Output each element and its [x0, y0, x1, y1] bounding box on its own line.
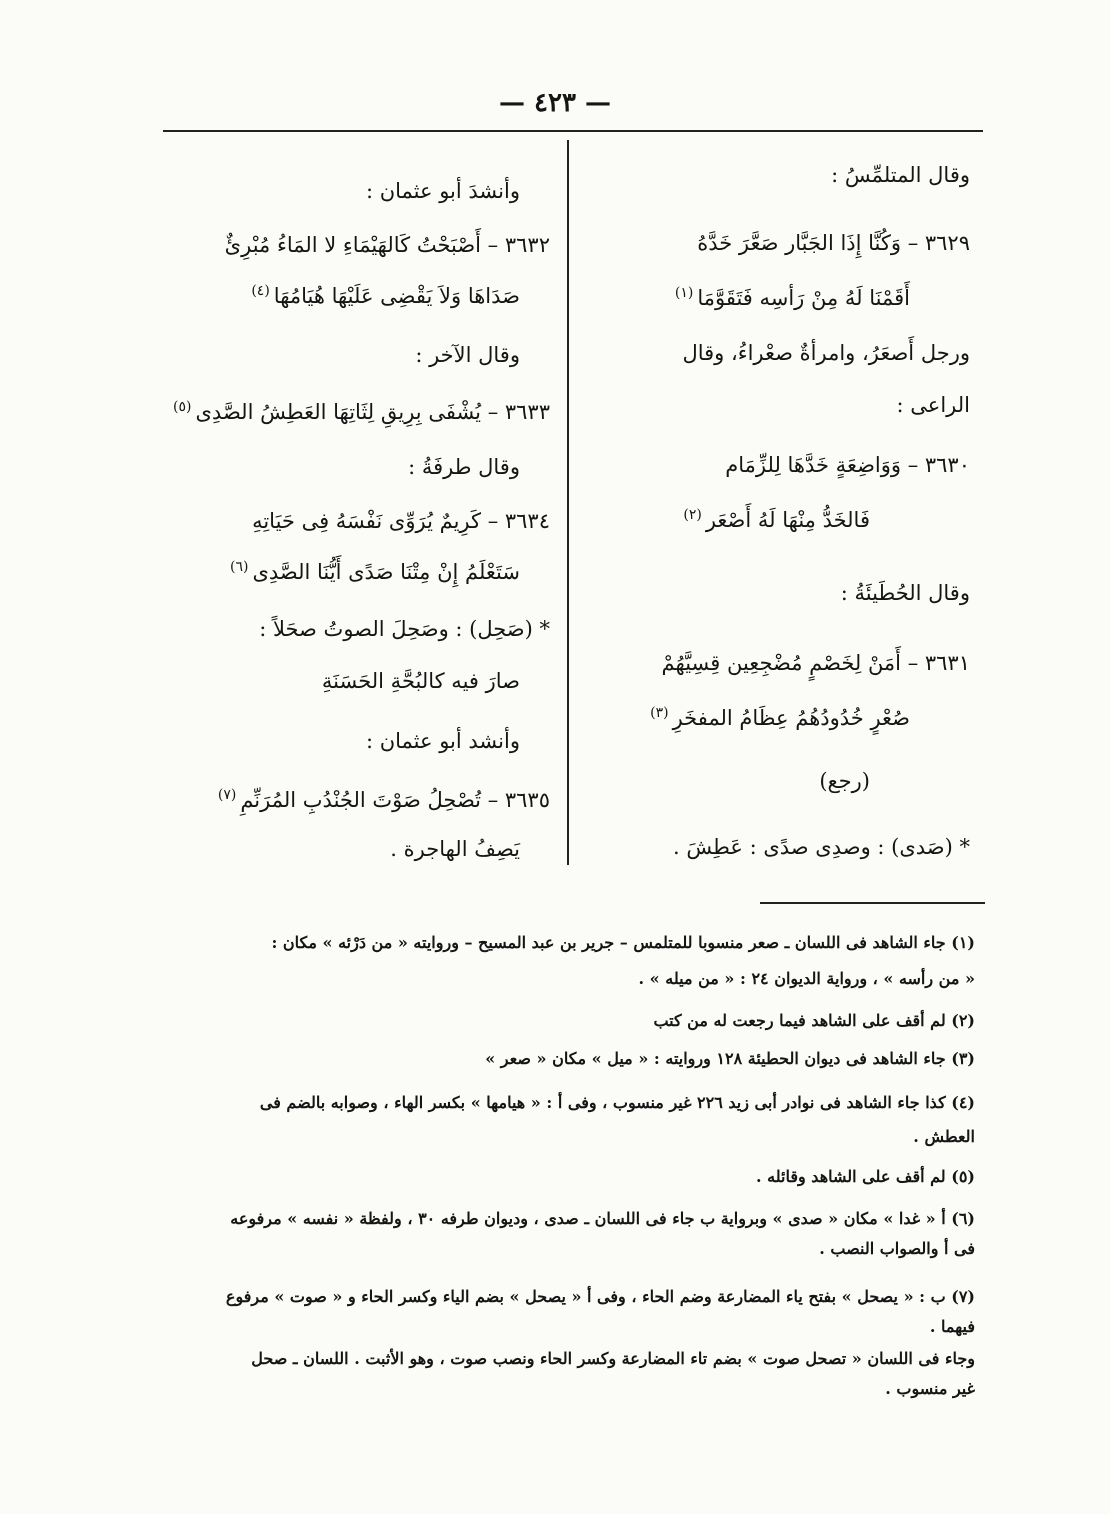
verse-line	[173, 392, 550, 427]
footnote-line: (٥) لم أقف على الشاهد وقائله .	[756, 1167, 975, 1186]
text-line: صارَ فيه كالبُحَّةِ الحَسَنَةِ	[321, 669, 520, 693]
footnote-marker: (٣)	[650, 705, 669, 721]
header-rule	[163, 130, 983, 132]
verse-line	[650, 698, 910, 733]
verse-text: ٣٦٣٣ – يُشْفَى بِرِيقِ لِثَاتِهَا العَطِشُ الصَّدِى	[195, 400, 550, 424]
footnote-line: (٦) أ « غدا » مكان « صدى » وبرواية ب جاء فى اللسان ـ صدى ، وديوان طرفه ٣٠ ، ولفظة « نفسه » مرفوعه	[230, 1209, 975, 1228]
verse-line	[683, 500, 870, 535]
verse-line	[218, 780, 550, 815]
footnote-line: وجاء فى اللسان « تصحل صوت » بضم تاء المضارعة وكسر الحاء ونصب صوت ، وهو الأثبت . اللسان ـ صحل	[251, 1349, 975, 1368]
verse-line	[675, 278, 910, 313]
text-line: الراعى :	[896, 393, 970, 417]
footnote-line: (١) جاء الشاهد فى اللسان ـ صعر منسوبا للمتلمس – جرير بن عبد المسيح – وروايته « من دَرْئه » مكان :	[271, 933, 975, 952]
text-line: وأنشد أبو عثمان :	[365, 729, 520, 753]
verse-text: صَدَاهَا وَلاَ يَقْضِى عَلَيْهَا هُيَامُهَا	[273, 284, 520, 308]
verse-line: ٣٦٣٢ – أَصْبَحْتُ كَالهَيْمَاءِ لا المَاءُ مُبْرِئٌ	[224, 233, 550, 257]
verse-line: ٣٦٣٠ – وَوَاضِعَةٍ خَدَّهَا لِلزِّمَام	[725, 453, 970, 477]
verse-line: ٣٦٣٤ – كَرِيمٌ يُرَوِّى نَفْسَهُ فِى حَيَاتِهِ	[252, 509, 550, 533]
footnote-line: العطش .	[913, 1127, 975, 1146]
footnote-marker: (٢)	[683, 507, 702, 523]
footnote-line: فيهما .	[929, 1317, 975, 1336]
text-line: وقال الحُطَيئَةُ :	[840, 581, 970, 605]
footnote-line: (٣) جاء الشاهد فى ديوان الحطيئة ١٢٨ وروايته : « ميل » مكان « صعر »	[485, 1049, 975, 1068]
footnote-line: غير منسوب .	[885, 1379, 975, 1398]
verse-line: ٣٦٣١ – أَمَنْ لِخَصْمٍ مُضْجِعِين قِسِيَّهُمْ	[661, 651, 970, 675]
text-line: وقال الآخر :	[415, 343, 520, 367]
text-line: وقال طرفَةُ :	[408, 455, 520, 479]
footnote-line: (٧) ب : « يصحل » بفتح ياء المضارعة وضم الحاء ، وفى أ « يصحل » بضم الياء وكسر الحاء و « صوت » مرفوع	[225, 1287, 975, 1306]
section-label: (رجع)	[819, 769, 870, 793]
entry-heading: * (صَدى) : وصدِى صدًى : عَطِشَ .	[673, 835, 970, 859]
column-divider	[567, 140, 569, 865]
verse-text: فَالخَدُّ مِنْهَا لَهُ أَصْعَر	[705, 508, 870, 532]
text-line: ورجل أَصعَرُ، وامرأةٌ صعْراءُ، وقال	[682, 341, 970, 365]
footnote-marker: (٥)	[173, 399, 192, 415]
footnote-line: « من رأسه » ، ورواية الديوان ٢٤ : « من ميله » .	[638, 969, 975, 988]
footnote-rule	[760, 902, 985, 904]
verse-text: سَتَعْلَمُ إِنْ مِتْنَا صَدًى أَيُّنَا الصَّدِى	[252, 560, 520, 584]
footnote-line: (٤) كذا جاء الشاهد فى نوادر أبى زيد ٢٢٦ غير منسوب ، وفى أ : « هيامها » بكسر الهاء ، وصوابه بالضم فى	[259, 1093, 975, 1112]
page-number: — ٤٢٣ —	[498, 88, 612, 118]
footnote-marker: (١)	[674, 285, 694, 301]
verse-line	[251, 276, 520, 311]
footnote-line: (٢) لم أقف على الشاهد فيما رجعت له من كتب	[653, 1011, 975, 1030]
text-line: وقال المتلمِّسُ :	[831, 163, 970, 187]
footnote-marker: (٦)	[229, 559, 249, 575]
text-line: وأنشدَ أبو عثمان :	[365, 179, 520, 203]
verse-line	[230, 552, 520, 587]
verse-line: ٣٦٢٩ – وَكُنَّا إِذَا الجَبَّار صَعَّرَ خَدَّهُ	[697, 231, 970, 255]
verse-text: أَقَمْنَا لَهُ مِنْ رَأسِه فَتَقَوَّمَا	[697, 286, 910, 310]
footnote-marker: (٤)	[251, 283, 270, 299]
verse-text: صُعْرٍ خُدُودُهُمُ عِظَامُ المفخَرِ	[672, 706, 910, 730]
verse-text: ٣٦٣٥ – تُصْحِلُ صَوْتَ الجُنْدُبِ المُرَنِّمِ	[240, 788, 550, 812]
footnote-line: فى أ والصواب النصب .	[819, 1239, 975, 1258]
text-line: يَصِفُ الهاجرة .	[390, 837, 520, 861]
entry-heading: * (صَحِل) : وصَحِلَ الصوتُ صحَلاً :	[259, 617, 550, 641]
footnote-marker: (٧)	[217, 787, 237, 803]
